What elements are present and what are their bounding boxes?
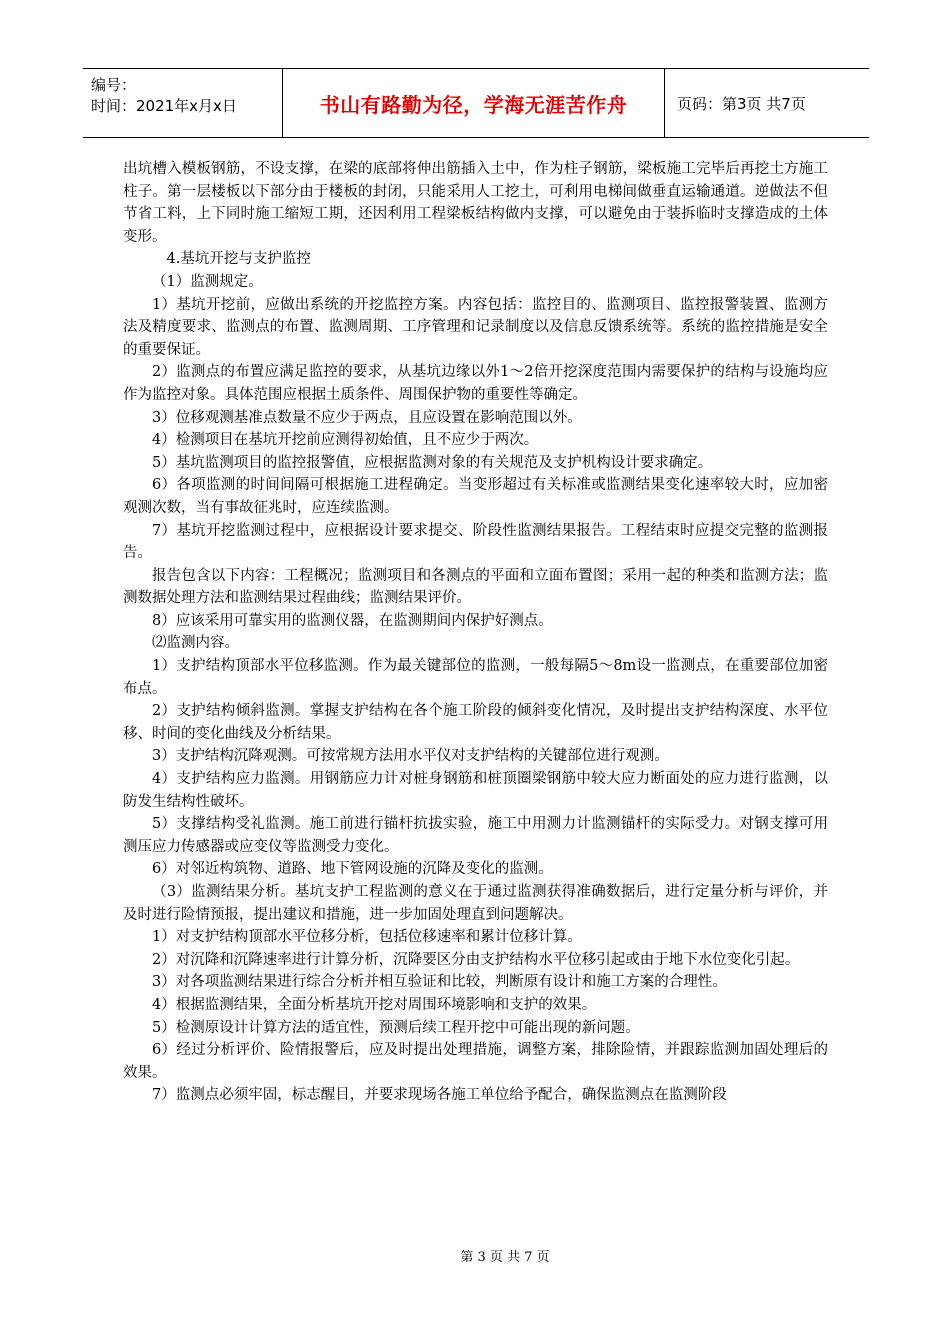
page-header [83,68,869,138]
document-number-label: 编号： [91,76,137,94]
paragraph: 4）支护结构应力监测。用钢筋应力计对桩身钢筋和桩顶圈梁钢筋中较大应力断面处的应力进行监测，以防发生结构性破坏。 [123,771,828,810]
paragraph: 2）对沉降和沉降速率进行计算分析，沉降要区分由支护结构水平位移引起或由于地下水位变化引起。 [152,951,800,968]
page-footer: 第 3 页 共 7 页 [460,1250,550,1265]
paragraph: 8）应该采用可靠实用的监测仪器，在监测期间内保护好测点。 [152,612,553,629]
paragraph: 4）根据监测结果，全面分析基坑开挖对周围环境影响和支护的效果。 [152,996,597,1013]
paragraph: 4）检测项目在基坑开挖前应测得初始值，且不应少于两次。 [152,432,539,449]
paragraph: 1）支护结构顶部水平位移监测。作为最关键部位的监测，一般每隔5～8m设一监测点，在重要部位加密布点。 [123,658,828,697]
paragraph: 3）对各项监测结果进行综合分析并相互验证和比较，判断原有设计和施工方案的合理性。 [152,974,727,991]
header-meta [83,69,283,137]
paragraph: 2）监测点的布置应满足监控的要求，从基坑边缘以外1～2倍开挖深度范围内需要保护的结构与设施均应作为监控对象。具体范围应根据土质条件、周围保护物的重要性等确定。 [123,364,828,403]
paragraph: 1）对支护结构顶部水平位移分析，包括位移速率和累计位移计算。 [152,929,582,946]
paragraph: 6）对邻近构筑物、道路、地下管网设施的沉降及变化的监测。 [152,861,553,878]
paragraph: 5）支撑结构受礼监测。施工前进行锚杆抗拔实验，施工中用测力计监测锚杆的实际受力。对钢支撑可用测压应力传感器或应变仪等监测受力变化。 [123,816,828,855]
paragraph: 3）支护结构沉降观测。可按常规方法用水平仪对支护结构的关键部位进行观测。 [152,748,669,765]
paragraph: 3）位移观测基准点数量不应少于两点，且应设置在影响范围以外。 [152,409,582,426]
paragraph: 5）基坑监测项目的监控报警值，应根据监测对象的有关规范及支护机构设计要求确定。 [152,454,713,471]
subsection-heading: （3）监测结果分析。基坑支护工程监测的意义在于通过监测获得准确数据后，进行定量分析与评价，并及时进行险情预报，提出建议和措施，进一步加固处理直到问题解决。 [123,884,828,923]
paragraph: 2）支护结构倾斜监测。掌握支护结构在各个施工阶段的倾斜变化情况，及时提出支护结构深度、水平位移、时间的变化曲线及分析结果。 [123,703,828,742]
paragraph: 6）各项监测的时间间隔可根据施工进程确定。当变形超过有关标准或监测结果变化速率较大时，应加密观测次数，当有事故征兆时，应连续监测。 [123,477,828,516]
subsection-heading: （1）监测规定。 [152,273,263,290]
paragraph: 6）经过分析评价、险情报警后，应及时提出处理措施，调整方案，排除险情，并跟踪监测加固处理后的效果。 [123,1042,828,1081]
section-heading: 4.基坑开挖与支护监控 [166,251,311,268]
document-body [123,158,828,1107]
paragraph: 7）基坑开挖监测过程中，应根据设计要求提交、阶段性监测结果报告。工程结束时应提交完整的监测报告。 [123,522,828,562]
paragraph: 报告包含以下内容：工程概况；监测项目和各测点的平面和立面布置图；采用一起的种类和监测方法；监测数据处理方法和监测结果过程曲线；监测结果评价。 [123,567,828,607]
header-motto: 书山有路勤为径，学海无涯苦作舟 [283,69,665,137]
paragraph: 1）基坑开挖前，应做出系统的开挖监控方案。内容包括：监控目的、监测项目、监控报警装置、监测方法及精度要求、监测点的布置、监测周期、工序管理和记录制度以及信息反馈系统等。系统的监控措施是安全的重要保证。 [123,296,828,358]
paragraph: 7）监测点必须牢固，标志醒目，并要求现场各施工单位给予配合，确保监测点在监测阶段 [152,1087,727,1104]
header-page-number: 页码：第3页 共7页 [677,94,806,113]
paragraph: 出坑槽入模板钢筋，不设支撑，在梁的底部将伸出筋插入土中，作为柱子钢筋，梁板施工完毕后再挖土方施工柱子。第一层楼板以下部分由于楼板的封闭，只能采用人工挖土，可利用电梯间做垂直运输通道。逆做法不但节省工料，上下同时施工缩短工期，还因利用工程梁板结构做内支撑，可以避免由于装拆临时支撑造成的土体变形。 [123,161,828,245]
paragraph: 5）检测原设计计算方法的适宜性，预测后续工程开挖中可能出现的新问题。 [152,1019,640,1036]
subsection-heading: ⑵监测内容。 [152,635,239,652]
document-date-label: 时间：2021年x月x日 [91,97,237,115]
